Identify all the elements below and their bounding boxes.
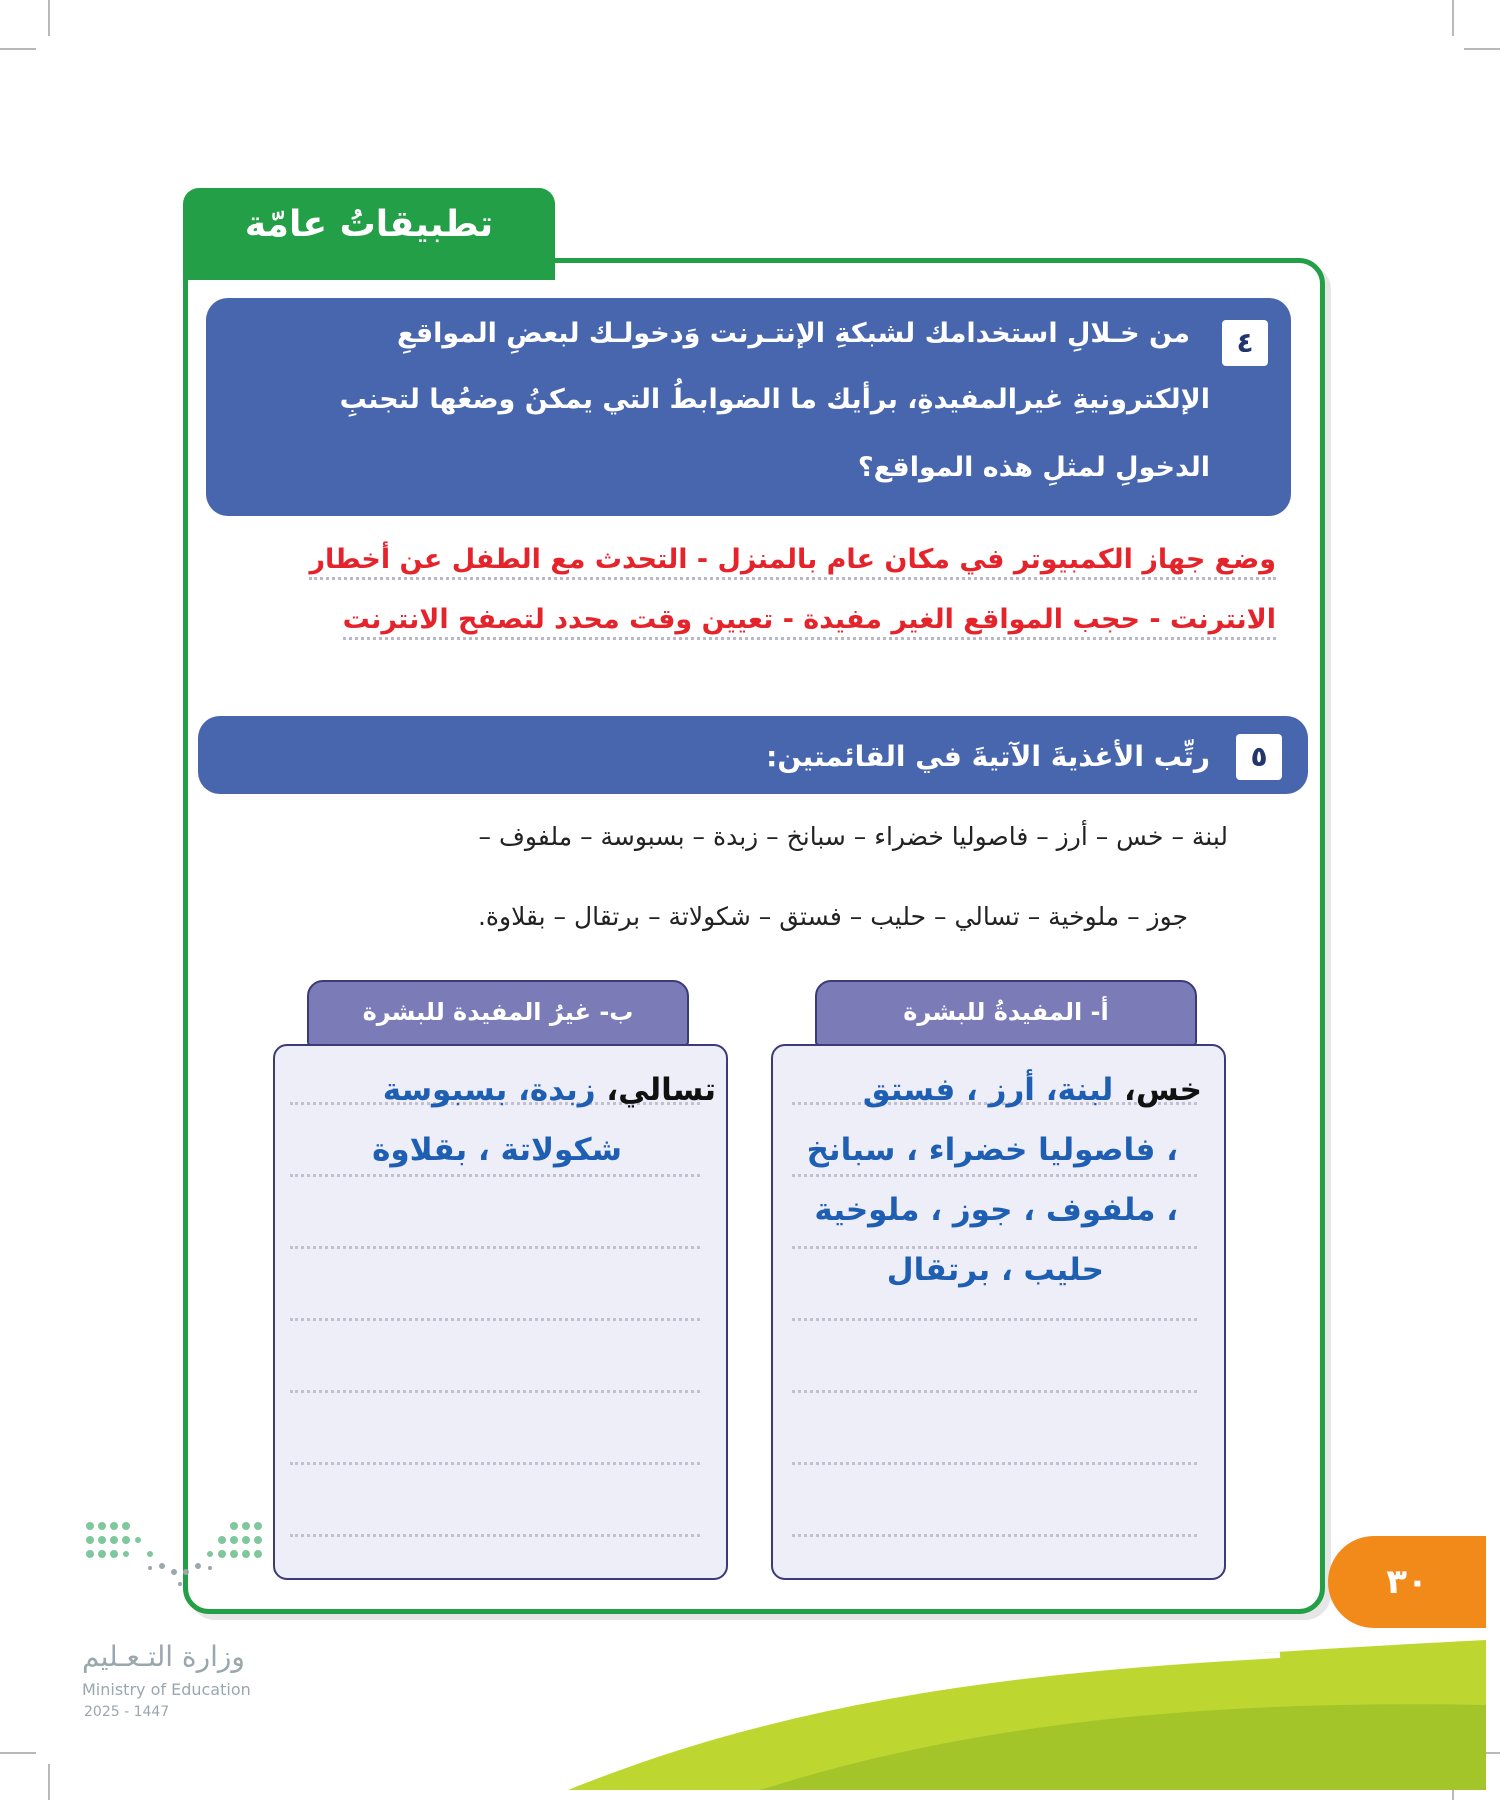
column-a-box — [771, 1044, 1226, 1580]
column-a-answer-line: ، فاصوليا خضراء ، سبانخ — [806, 1132, 1178, 1168]
column-b-line1-rest: زبدة، بسبوسة — [382, 1072, 607, 1108]
column-b-first-word: تسالي، — [606, 1072, 716, 1108]
answer-dotted-line — [290, 1462, 700, 1465]
answer-dotted-line — [290, 1174, 700, 1177]
answer-dotted-line — [792, 1462, 1197, 1465]
column-a-first-word: خس، — [1124, 1072, 1202, 1108]
answer-line: الانترنت - حجب المواقع الغير مفيدة - تعيين وقت محدد لتصفح الانترنت — [343, 604, 1276, 640]
answer-dotted-line — [290, 1318, 700, 1321]
ministry-logo-icon — [84, 1520, 274, 1630]
answer-dotted-line — [792, 1534, 1197, 1537]
answer-dotted-line — [792, 1246, 1197, 1249]
answer-line: وضع جهاز الكمبيوتر في مكان عام بالمنزل - التحدث مع الطفل عن أخطار — [309, 544, 1276, 580]
ministry-name-arabic: وزارة التـعـليم — [82, 1640, 245, 1673]
answer-dotted-line — [792, 1174, 1197, 1177]
question-4-line: الإلكترونيةِ غيرالمفيدةِ، برأيك ما الضوابطُ التي يمكنُ وضعُها لتجنبِ — [339, 384, 1210, 415]
page-number: ٣٠ — [1328, 1536, 1486, 1628]
column-b-title: ب- غيرُ المفيدة للبشرة — [307, 980, 689, 1046]
column-a-answer-line: حليب ، برتقال — [886, 1252, 1104, 1288]
food-list-line: جوز – ملوخية – تسالي – حليب – فستق – شكولاتة – برتقال – بقلاوة. — [477, 902, 1188, 931]
answer-dotted-line — [290, 1534, 700, 1537]
edition-year: 2025 - 1447 — [84, 1704, 170, 1720]
question-5-number: ٥ — [1236, 734, 1282, 780]
column-a-answer-line: ، ملفوف ، جوز ، ملوخية — [814, 1192, 1178, 1228]
question-4-line: من خـلالِ استخدامك لشبكةِ الإنتـرنت وَدخولـك لبعضِ المواقعِ — [397, 318, 1190, 349]
food-list-line: لبنة – خس – أرز – فاصوليا خضراء – سبانخ – زبدة – بسبوسة – ملفوف – — [478, 822, 1228, 851]
column-b-answer-line: شكولاتة ، بقلاوة — [372, 1132, 622, 1168]
answer-dotted-line — [290, 1246, 700, 1249]
ministry-name-english: Ministry of Education — [82, 1680, 251, 1699]
section-title: تطبيقاتُ عامّة — [244, 204, 494, 245]
question-5-prompt: رتِّب الأغذيةَ الآتيةَ في القائمتين: — [766, 740, 1210, 773]
answer-dotted-line — [792, 1318, 1197, 1321]
question-4-number: ٤ — [1222, 320, 1268, 366]
column-a-title: أ- المفيدةُ للبشرة — [815, 980, 1197, 1046]
section-tab — [183, 188, 555, 280]
answer-dotted-line — [792, 1390, 1197, 1393]
column-b-answer-line — [383, 1072, 716, 1108]
answer-dotted-line — [290, 1390, 700, 1393]
column-a-answer-line — [863, 1072, 1202, 1108]
question-4-line: الدخولِ لمثلِ هذه المواقع؟ — [857, 452, 1210, 483]
column-a-line1-rest: لبنة، أرز ، فستق — [862, 1072, 1125, 1108]
column-b-box — [273, 1044, 728, 1580]
